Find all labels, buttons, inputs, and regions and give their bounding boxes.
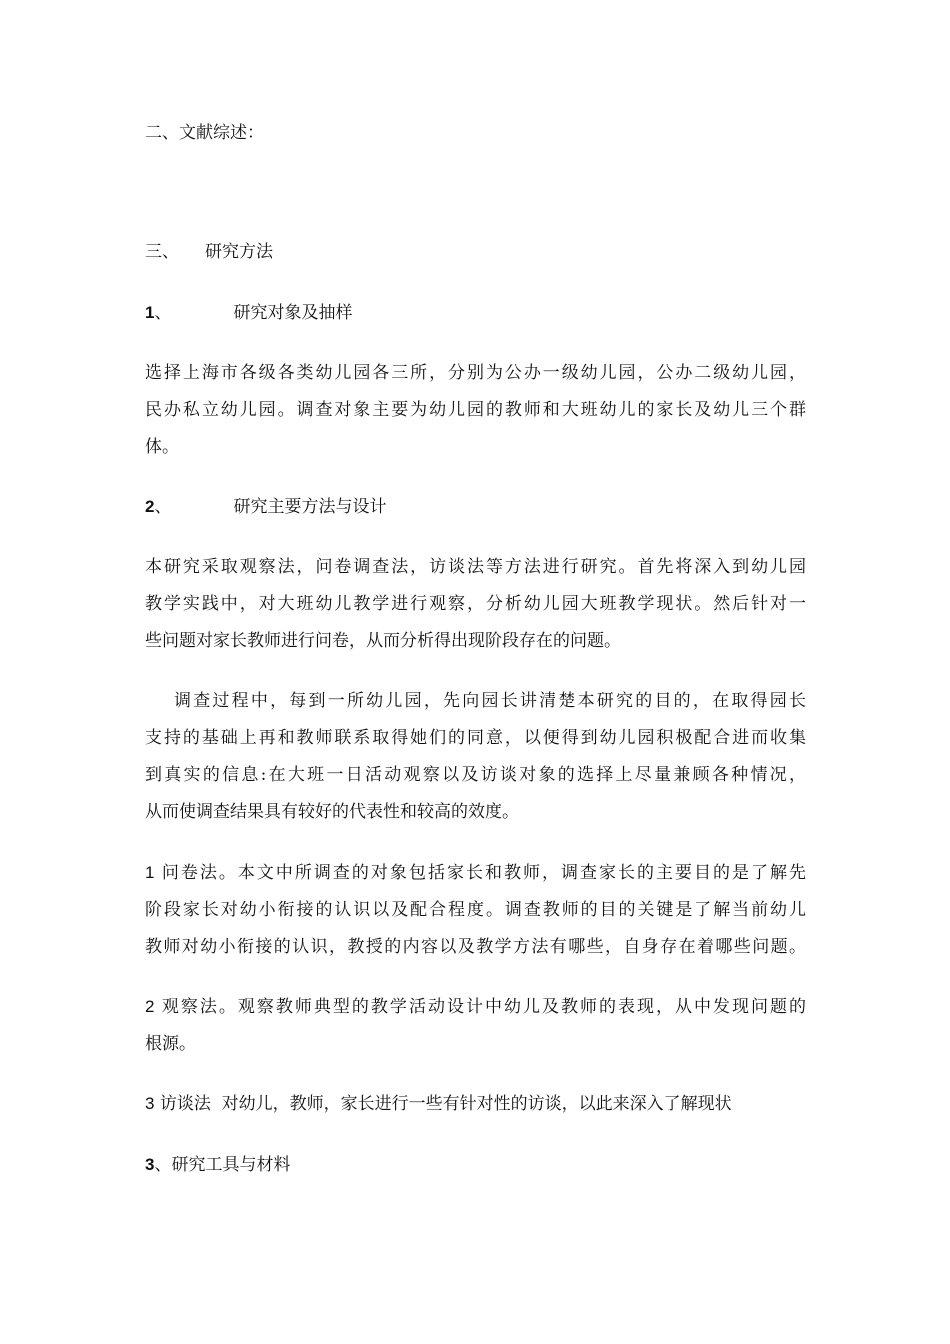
paragraph-line: 教学实践中，对大班幼儿教学进行观察，分析幼儿园大班教学现状。然后针对一 <box>145 594 806 614</box>
paragraph-line: 阶段家长对幼小衔接的认识以及配合程度。调查教师的目的关键是了解当前幼儿 <box>145 900 806 920</box>
section-title: 研究方法 <box>205 242 273 262</box>
paragraph-line: 支持的基础上再和教师联系取得她们的同意，以便得到幼儿园积极配合进而收集 <box>145 728 806 748</box>
method-item-3 <box>145 1087 732 1121</box>
paragraph-line: 从而使调查结果具有较好的代表性和较高的效度。 <box>145 802 519 822</box>
paragraph-line: 体。 <box>145 437 179 457</box>
method-text: 访谈法 对幼儿，教师，家长进行一些有针对性的访谈，以此来深入了解现状 <box>159 1094 732 1114</box>
paragraph-line: 本研究采取观察法，问卷调查法，访谈法等方法进行研究。首先将深入到幼儿园 <box>145 557 806 577</box>
paragraph-line: 些问题对家长教师进行问卷，从而分析得出现阶段存在的问题。 <box>145 631 621 651</box>
paragraph-line: 到真实的信息:在大班一日活动观察以及访谈对象的选择上尽量兼顾各种情况， <box>145 765 806 785</box>
subsection-separator: 、 <box>154 303 172 323</box>
subsection-title: 研究主要方法与设计 <box>233 497 387 517</box>
subsection-title: 研究对象及抽样 <box>233 303 353 323</box>
subsection-heading-2 <box>145 490 386 524</box>
paragraph-line: 调查过程中，每到一所幼儿园，先向园长讲清楚本研究的目的，在取得园长 <box>174 691 806 711</box>
method-text: 问卷法。本文中所调查的对象包括家长和教师，调查家长的主要目的是了解先 <box>161 863 807 883</box>
section-heading-literature-review: 二、文献综述： <box>145 123 264 143</box>
section-heading-research-methods <box>145 235 273 269</box>
subsection-number: 3 <box>145 1155 155 1174</box>
section-number: 三、 <box>145 242 179 262</box>
subsection-separator: 、 <box>154 1155 172 1175</box>
subsection-heading-1 <box>145 296 352 330</box>
method-number: 2 <box>145 997 155 1016</box>
paragraph-line: 民办私立幼儿园。调查对象主要为幼儿园的教师和大班幼儿的家长及幼儿三个群 <box>145 400 806 420</box>
method-number: 3 <box>145 1094 155 1113</box>
method-item-1 <box>145 856 806 890</box>
subsection-heading-3 <box>145 1148 290 1182</box>
method-text: 观察法。观察教师典型的教学活动设计中幼儿及教师的表现，从中发现问题的 <box>161 997 807 1017</box>
method-number: 1 <box>145 863 155 882</box>
subsection-number: 1 <box>145 303 155 322</box>
subsection-separator: 、 <box>154 497 172 517</box>
method-item-2 <box>145 990 806 1024</box>
subsection-number: 2 <box>145 497 155 516</box>
paragraph-line: 根源。 <box>145 1034 196 1054</box>
subsection-title: 研究工具与材料 <box>171 1155 291 1175</box>
paragraph-line: 教师对幼小衔接的认识，教授的内容以及教学方法有哪些，自身存在着哪些问题。 <box>145 937 806 957</box>
paragraph-line: 选择上海市各级各类幼儿园各三所，分别为公办一级幼儿园，公办二级幼儿园， <box>145 363 806 383</box>
